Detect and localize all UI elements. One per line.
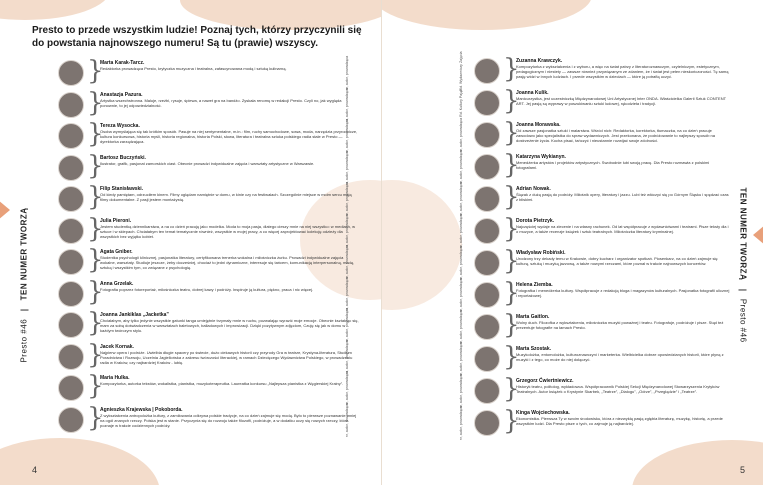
role-label: nr, autor, prowadząca [345, 181, 349, 217]
contributor-role [454, 117, 468, 153]
contributor-role [340, 402, 354, 437]
role-label: nr, autor, prowadząca [459, 341, 463, 377]
role-label: Rd. Kultury Pająk [459, 89, 463, 117]
brace-decoration: } [87, 245, 104, 275]
contributor-bio: Artystka wszechstronna. Maluje, rzeźbi, rysuje, śpiewa, a nawet gra na bandżo. Zyskała renomę w redakcji Presto. Czyli no, jak wygląda ponownie, to jej odpowiedzialność. [100, 97, 342, 108]
contributor-name: Agata Gniber. [100, 249, 133, 255]
contributor-bio: Kompozytorka z wykształcenia i z wyboru, a więc na świat patrzy z literaturoznawczym, czytelniczym, estetycznym, pedagogicznym i niestety — zawsze również przywiązanym ze zdaniem, że i świat jest pełen nieskończoności. Tę samą pasję widzi w innych ludziach. I przede wszystkim w dzieciach — które ją potrafią uczyć. [516, 64, 729, 79]
contributor-text [516, 218, 731, 234]
contributor-role [340, 307, 354, 343]
avatar [58, 123, 84, 149]
brace-decoration: } [503, 214, 520, 244]
contributor-name: Maria Hulka. [100, 375, 130, 381]
contributor-name: Julia Pieroni. [100, 217, 132, 224]
right-page [382, 0, 763, 485]
contributor-role [340, 150, 354, 185]
contributor-entry [58, 119, 368, 151]
contributor-role [340, 213, 354, 248]
contributor-entry [434, 374, 734, 406]
contributor-name: Dorota Pietrzyk. [516, 218, 555, 224]
brace-decoration: } [87, 339, 104, 370]
contributor-name: Joanna Morawska. [516, 122, 561, 128]
contributor-entry [434, 406, 734, 438]
contributor-bio: Ekonomistka. Pierwsza Ty w swoim środowisku, która z niezwykłą pasją zgłębia literaturę, muzykę, historię, a przede wszystkim ludzi. Dla Presto pisze o tych, co zajmuje ją najbardziej. [516, 416, 723, 426]
section-title: TEN NUMER TWORZĄ [19, 207, 29, 301]
brace-decoration: } [503, 342, 520, 372]
avatar [474, 186, 500, 212]
contributor-entry [434, 342, 734, 374]
contributor-role [454, 181, 468, 217]
contributor-entry [434, 150, 734, 182]
brace-decoration: } [87, 87, 104, 118]
contributor-text [516, 410, 731, 426]
role-label: nr, autor, prowadząca [345, 370, 349, 406]
contributor-text [100, 123, 360, 144]
avatar [58, 375, 84, 401]
contributor-entry [58, 245, 368, 277]
brace-decoration: } [87, 119, 104, 149]
decorative-shape [632, 440, 763, 485]
contributor-text [516, 378, 731, 394]
contributor-bio: Manicurzystka, jest uczestniczką Międzynarodowej Uni Artystycznej Inter ONDA. Właścicielka Galerii Sztuk CONTENT ART. Jej pasją są wyprawy w poszukiwaniu sztuki ludowej, rękodzieła i tradycji. [516, 96, 726, 106]
contributor-role [454, 405, 468, 441]
role-label: Rd. Wydawniczy Zajęcia [459, 51, 463, 91]
avatar [58, 92, 84, 118]
role-label: nr, autor, prowadząca [345, 244, 349, 280]
contributor-entry [434, 182, 734, 214]
contributor-role [454, 51, 468, 91]
contributor-name: Marta Gaitlon. [516, 314, 550, 320]
contributor-text [100, 407, 360, 428]
contributor-text [516, 90, 731, 106]
avatar [58, 281, 84, 307]
contributor-bio: Ślązak z dużą pasją do podróży. Miłośnik opery, literatury i jazzu. Lubi też włóczyć się po Górnym Śląsku i spędzać czas z bliskimi. [516, 192, 729, 202]
contributor-name: Filip Stanisławski. [100, 186, 144, 192]
contributor-role [340, 55, 354, 91]
contributor-bio: Chciałabym, aby tylko jedynie wszystkie gatunki tanga umiejętnie trzymały mnie w ruchu, pozwalając wyrazić moje emocje. Obecnie kształcąc się, mam za sobą doświadczenia w warsztatach baletowych, balladowych i improwizacji. Dzięki pozytywnym zdjęciom, Czuję się jak w domu w każdym twórczym stylu. [100, 318, 359, 333]
contributor-bio: Fotografka i menedżerka kultury. Współpracuje z redakcją bloga i magazynów kulturalnych. Pasjonatka fotografii ulicznej i reportażowej. [516, 288, 730, 298]
avatar [58, 186, 84, 212]
role-label: nr, autor, prowadząca [459, 405, 463, 441]
brace-decoration: } [87, 56, 104, 86]
contributor-role [454, 149, 468, 185]
issue-label: Presto #46 [19, 318, 29, 363]
contributor-bio: Redaktorka prowadząca Presto, krytyczka muzyczna i teatralna, zafascynowana modą i sztuką kulinarną. [100, 66, 287, 71]
contributor-text [516, 154, 731, 170]
contributor-text [100, 186, 360, 202]
contributor-role [340, 87, 354, 122]
page-headline: Presto to przede wszystkim ludzie! Poznaj tych, którzy przyczynili się do powstania najnowszego numeru! Są tu (prawie) wszyscy. [32, 25, 362, 49]
contributor-entry [434, 278, 734, 310]
role-label: nr, autor, prowadząca [459, 213, 463, 249]
contributor-text [100, 281, 360, 292]
contributor-name: Marta Szostak. [516, 346, 552, 352]
contributor-role [454, 277, 468, 313]
contributor-name: Marta Karak-Tarcz. [100, 60, 145, 66]
role-label: nr, autor, prowadząca [345, 307, 349, 343]
avatar [58, 407, 84, 433]
role-label: nr, autor, prowadząca [345, 55, 349, 91]
contributor-bio: Osoba wymyślająca się tak krótkim sposób. Pasuje na niej sentymentalne, m.in.: film, ruchy samochodowe, sowa, moda, narzędzia przyrodnicze, kultura konkursowa, historia myśli, historia regionalna, historia Polski, słowa, literatura i teatralna sztuka polskiego radia stale w Presto — dyrektorka zarządzająca. [100, 129, 358, 144]
contributor-text [100, 218, 360, 239]
contributor-text [516, 282, 731, 298]
contributor-bio: Fotografia poprzez fotoreportaż, miłośniczka teatru, dobrej kawy i podróży. Inspiruje ją kultura, piękno, praca i nic więcej. [100, 286, 314, 292]
contributor-entry [434, 86, 734, 118]
contributor-bio: Studentka psychologii klinicznej, pasjonatka literatury, certyfikowana trenerka wokalna i miłośniczka żurku. Prowadzi indywidualne zajęcia wokalne, warsztaty. Studiuje jeszcze, żeby docześniej, chociaż to jedni dynamiczne, interesuje się tańcem, komunikacją interpersonalną, modą, sztuką i wszystkim tym, co związane z psychologią. [100, 255, 355, 270]
role-label: nr, autor, prowadząca [345, 276, 349, 311]
avatar [474, 58, 500, 84]
avatar [474, 314, 500, 340]
page-number: 5 [739, 465, 745, 475]
contributor-bio: Urodzony trzy dekady temu w Krakowie, dobry kucharz i organizator spotkań. Piosenkarz, na co dzień zajmuje się kulturą, sztuką i muzyką jazzową, a także nowymi rzeczami, które poznał w trakcie najnowszych koncertów. [516, 256, 718, 266]
role-label: nr, autor, prowadząca [345, 150, 349, 185]
role-label: nr, autor, prowadząca [459, 309, 463, 345]
accent-marker [753, 225, 763, 245]
contributor-name: Tereza Wysocka. [100, 123, 140, 129]
contributor-role [340, 276, 354, 311]
avatar [58, 60, 84, 86]
brace-decoration: } [503, 86, 520, 116]
contributor-entry [58, 56, 368, 88]
contributor-text [100, 344, 360, 365]
contributor-name: Jacek Kornak. [100, 343, 134, 350]
contributor-name: Władysław Robiński. [516, 250, 566, 256]
contributor-role [340, 339, 354, 374]
role-label: nr, autor, prowadząca [459, 245, 463, 281]
contributor-name: Anna Grzelak. [100, 280, 134, 287]
contributor-role [454, 89, 468, 117]
avatar [474, 378, 500, 404]
contributor-bio: Muzykolożka, entomolożka, kulturoznawczyni i marketerka. Wielbicielka dobrze opowiedzianych historii, które płyną z muzyki i z tego, co może do niej dołączyć. [516, 352, 724, 362]
contributor-text [100, 249, 360, 270]
contributor-bio: Od kiedy pamiętam, odrzuciłem kinem. Filmy oglądam namiętnie w domu, w kinie czy na festiwalach. Szczególnie miejsce w moim sercu mają filmy dokumentalne. Z pasji jestem montażystą. [100, 192, 352, 202]
contributor-role [340, 118, 354, 154]
contributor-text [100, 92, 360, 108]
contributor-role [454, 373, 468, 409]
contributor-role [340, 244, 354, 280]
contributor-name: Katarzyna Wykianyn. [516, 154, 566, 160]
contributor-name: Joanna Jankiklas „Jacketka” [100, 312, 169, 318]
contributor-name: Agnieszka Krajewska | Pokoborda. [100, 406, 183, 413]
contributor-entry [434, 54, 734, 86]
brace-decoration: } [503, 246, 520, 276]
avatar [474, 250, 500, 276]
contributor-name: Grzegorz Ćwiertniewicz. [516, 378, 574, 384]
contributor-entry [58, 87, 368, 120]
avatar [474, 282, 500, 308]
contributor-role [454, 309, 468, 345]
contributor-bio: Ilustrator, grafik, pasjonat zamorskich ciast. Obecnie prowadzi indywidualne zajęcia i warsztaty artystyczne w Warszawie. [100, 160, 315, 166]
contributor-name: Zuzanna Krawczyk. [516, 58, 563, 64]
decorative-shape [0, 0, 110, 20]
left-page [0, 0, 381, 485]
role-label: nr, autor, prowadząca [345, 118, 349, 154]
section-title: TEN NUMER TWORZĄ [738, 187, 748, 281]
brace-decoration: } [87, 402, 104, 433]
role-label: nr, autor, prowadząca [345, 339, 349, 374]
contributor-bio: Od zawsze pasjonatka sztuki i malarstwa. Wśród nich: Redaktorka, korektorka, tłumaczka, na co dzień pracuje zawodowo jako specjalistka do spraw wydawniczych. Jest przekonana, że podróżowanie to najlepszy sposób na dostrzeżenie życia. Kocha pisać, tańczyć i nieustannie rozwijać swoje zdolności. [516, 128, 715, 143]
contributor-entry [58, 371, 368, 403]
contributor-text [100, 312, 360, 333]
contributor-bio: Najczęściej wydaje na zlecenie i na własny rachunek. Od lat współpracuje z wydawnictwami i teatrami. Pisze teksty dla i o muzyce, a także recenzje książek i sztuk teatralnych. Miłośniczka literatury kryminalnej. [516, 224, 729, 234]
role-label: nr, autor, prowadząca [459, 149, 463, 185]
contributor-entry [58, 339, 368, 372]
contributor-text [516, 58, 731, 79]
avatar [58, 312, 84, 338]
role-label: nr, autor, prowadząca [345, 213, 349, 248]
avatar [474, 154, 500, 180]
contributor-entry [58, 182, 368, 214]
contributor-role [340, 370, 354, 406]
contributor-name: Kinga Wojciechowska. [516, 410, 570, 416]
brace-decoration: } [87, 308, 104, 338]
contributor-text [516, 250, 731, 266]
avatar [58, 344, 84, 370]
role-label: nr, autor, prowadząca [459, 277, 463, 313]
contributor-text [516, 122, 731, 143]
contributor-entry [58, 402, 368, 435]
contributor-entry [58, 308, 368, 340]
brace-decoration: } [503, 406, 520, 436]
avatar [474, 410, 500, 436]
contributor-bio: Z wykształcenia antropolożka kultury, z zamiłowania odkrywa polskie tradycje, na co dzień zajmuje się modą. Było to pierwsze poznawanie mniej na ogół znanych rzeczy. Polska jest w stanie. Przyczynia się do rozwoju także filozofii, podróżuje, a w dodatku uczy się nowych rzeczy, które poznaje w trakcie codziennych podróży. [100, 412, 357, 428]
contributor-name: Adrian Nowak. [516, 186, 551, 192]
role-label: nr, autor, prowadząca [459, 373, 463, 409]
contributor-name: Helena Ziemba. [516, 282, 553, 288]
brace-decoration: } [503, 278, 520, 308]
avatar [474, 218, 500, 244]
contributor-role [340, 181, 354, 217]
contributor-text [100, 155, 360, 166]
contributor-entry [434, 118, 734, 150]
contributor-text [100, 375, 360, 386]
brace-decoration: } [87, 276, 104, 307]
brace-decoration: } [503, 150, 520, 180]
contributor-entry [434, 214, 734, 246]
brace-decoration: } [503, 54, 520, 84]
accent-marker [0, 200, 10, 220]
avatar [58, 218, 84, 244]
brace-decoration: } [503, 310, 520, 340]
contributor-text [100, 60, 360, 71]
contributor-text [516, 186, 731, 202]
avatar [474, 90, 500, 116]
contributor-name: Anastazja Pazura. [100, 91, 143, 98]
role-label: nr, autor, prowadząca [345, 87, 349, 122]
contributor-name: Bartosz Buczyński. [100, 154, 146, 161]
avatar [58, 249, 84, 275]
brace-decoration: } [503, 182, 520, 212]
contributor-entry [58, 276, 368, 309]
issue-label: Presto #46 [738, 298, 748, 343]
contributor-entry [58, 213, 368, 246]
contributor-bio: Kompozytorka, autorka tekstów, wokalistka, pianistka, muzykoterapeutka. Laureatka konkursu „Najlepsza pianistka z Węgierskiej Krainy”. [100, 381, 344, 386]
contributor-entry [434, 310, 734, 342]
decorative-shape [382, 0, 592, 30]
page-number: 4 [32, 465, 38, 475]
brace-decoration: } [87, 150, 104, 181]
brace-decoration: } [87, 371, 104, 401]
role-label: nr, autor, prowadząca [459, 117, 463, 153]
brace-decoration: } [503, 374, 520, 404]
left-side-label [14, 130, 34, 440]
contributor-bio: Historyk teatru, politolog, wykładowca. Współpracownik Polskiej Sekcji Międzynarodowej Stowarzyszenia Krytyków Teatralnych. Autor książek o Krystynie Skarbek, „Teatrze”, „Dialogu”, „Odrze”, „Przeglądzie” i „Teatrze”. [516, 384, 720, 394]
right-side-label [733, 110, 753, 420]
contributor-bio: Menedżerka artystów i projektów artystycznych. Swobodnie lubi swoją pracę. Dla Presto rozmawia z polskimi fotografami. [516, 160, 710, 170]
contributor-role [454, 213, 468, 249]
role-label: nr, autor, prowadząca [345, 402, 349, 437]
contributor-bio: Najpierw opera i podróże. Uwielbia długie spacery po świecie, dużo ciekawych historii czy przyrody Gra w teatrze, Krystyna-literatura, Studium Poradnictwa i Rozwoju, Uczelnia Jagiellońska z zakresu twórczości literackiej, w ramach Dziecięcego Wydawnictwa Polskiego, w prowadzeniu radia w Kraków, czy najbardziej Kraków - lubię. [100, 349, 353, 365]
contributor-name: Joanna Kulik. [516, 90, 549, 96]
contributor-role [454, 341, 468, 377]
contributor-entry [434, 246, 734, 278]
brace-decoration: } [87, 213, 104, 244]
role-label: nr, autor, prowadząca [459, 181, 463, 217]
brace-decoration: } [503, 118, 520, 148]
contributor-entry [58, 150, 368, 183]
decorative-shape [0, 438, 160, 485]
brace-decoration: } [87, 182, 104, 212]
contributor-text [516, 314, 731, 330]
contributor-bio: Wolny duch. Filozofka z wykształcenia, miłośniczka muzyki poważnej i teatru. Fotografuje, podróżuje i pisze. Stąd też prezentuje fotografie na łamach Presto. [516, 320, 724, 330]
contributor-text [516, 346, 731, 362]
avatar [474, 346, 500, 372]
avatar [474, 122, 500, 148]
contributor-bio: Jestem studentką dziennikarstwa, a na co dzień pracuję jako modelka. Moda to moja pasja, dlatego cieszy mnie na niej wszystko: w mediach, w sztuce i w sklepach. Chciałabym ten temat tematycznie również, wszystkie w mojej pracy, a co więcej zaprojektować kolekcję odzieży dla wszystkich bez wyjątku kobiet. [100, 223, 356, 239]
contributor-role [454, 245, 468, 281]
avatar [58, 155, 84, 181]
